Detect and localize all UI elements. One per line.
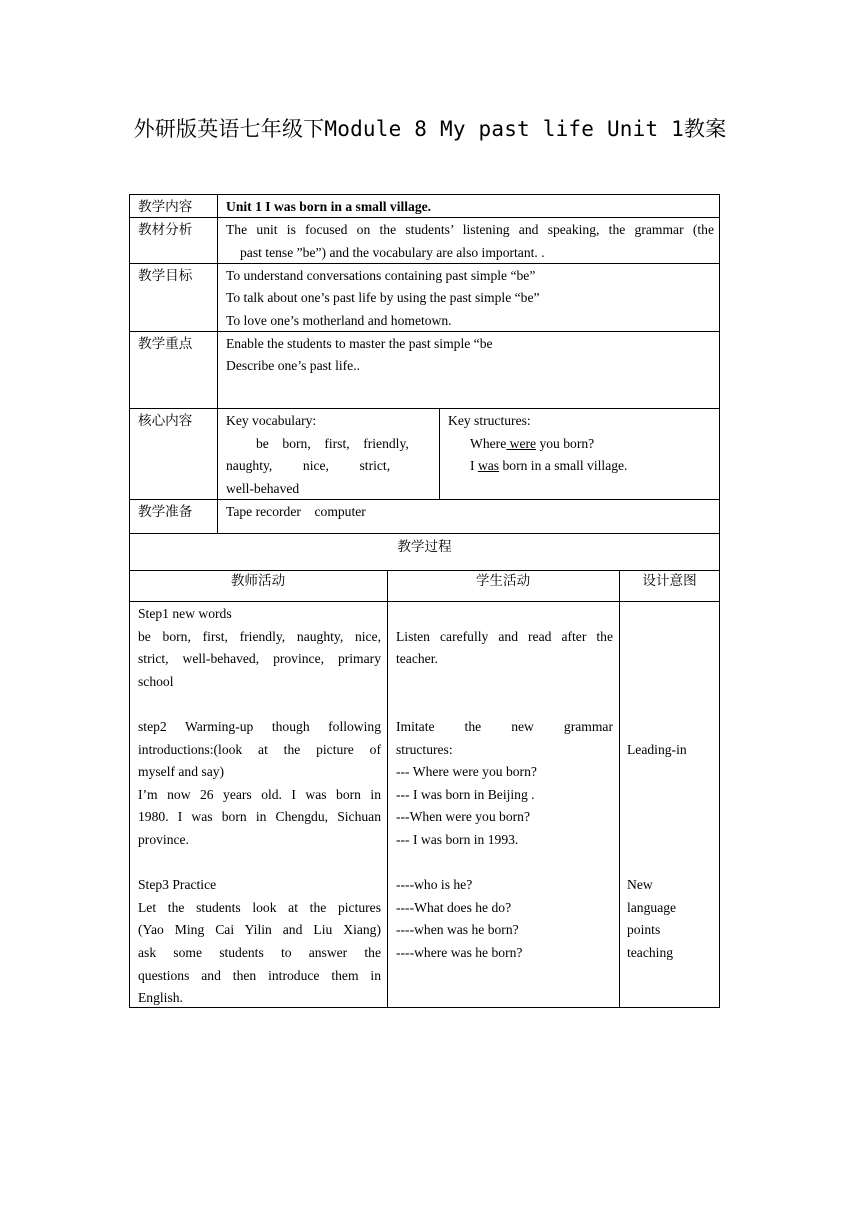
vocab-line: be born, first, friendly, bbox=[256, 436, 409, 451]
teacher-line: be born, first, friendly, naughty, nice, bbox=[138, 628, 381, 644]
design-line: points bbox=[627, 922, 661, 938]
structure-line: Where were you born? bbox=[470, 436, 595, 451]
student-line: --- I was born in 1993. bbox=[396, 831, 519, 847]
teacher-line bbox=[138, 693, 381, 716]
student-line: Imitate the new grammar bbox=[396, 718, 613, 734]
design-line bbox=[627, 806, 713, 829]
goal-item: To talk about one’s past life by using the past simple “be” bbox=[226, 290, 540, 305]
design-line: language bbox=[627, 899, 677, 915]
goal-item: To love one’s motherland and hometown. bbox=[226, 313, 452, 328]
teacher-line: Step3 Practice bbox=[138, 877, 217, 893]
design-line bbox=[627, 784, 713, 807]
student-line: ---When were you born? bbox=[396, 809, 530, 825]
teacher-line: 1980. I was born in Chengdu, Sichuan bbox=[138, 809, 381, 825]
teacher-line: introductions:(look at the picture of bbox=[138, 741, 381, 757]
design-line bbox=[627, 761, 713, 784]
structure-line: I was born in a small village. bbox=[470, 458, 628, 473]
teacher-line: (Yao Ming Cai Yilin and Liu Xiang) bbox=[138, 922, 381, 938]
teacher-line bbox=[138, 852, 381, 875]
prep-label: 教学准备 bbox=[138, 504, 193, 519]
teacher-line: province. bbox=[138, 831, 189, 847]
content-value: Unit 1 I was born in a small village. bbox=[226, 199, 432, 214]
design-line bbox=[627, 716, 713, 739]
student-line: Listen carefully and read after the bbox=[396, 628, 613, 644]
analysis-label: 教材分析 bbox=[138, 222, 193, 237]
teacher-line: school bbox=[138, 673, 174, 689]
goals-label: 教学目标 bbox=[138, 268, 193, 283]
key-point-item: Enable the students to master the past simple “be bbox=[226, 336, 493, 351]
core-label: 核心内容 bbox=[138, 413, 193, 428]
analysis-line-1: The unit is focused on the students’ listening and speaking, the grammar (the bbox=[226, 222, 714, 237]
prep-value: Tape recorder computer bbox=[226, 504, 366, 519]
design-line bbox=[627, 671, 713, 694]
key-point-item: Describe one’s past life.. bbox=[226, 358, 361, 373]
design-line bbox=[627, 693, 713, 716]
design-line bbox=[627, 626, 713, 649]
structures-title: Key structures: bbox=[448, 413, 531, 428]
teacher-line: ask some students to answer the bbox=[138, 944, 381, 960]
teacher-line: English. bbox=[138, 990, 183, 1006]
student-line bbox=[396, 693, 613, 716]
student-line bbox=[396, 603, 613, 626]
student-activities bbox=[396, 603, 613, 965]
col-student-header: 学生活动 bbox=[475, 573, 531, 588]
goal-item: To understand conversations containing past simple “be” bbox=[226, 268, 536, 283]
student-line: structures: bbox=[396, 741, 453, 757]
student-line: ----where was he born? bbox=[396, 944, 523, 960]
teacher-activities bbox=[138, 603, 381, 1010]
teacher-line: step2 Warming-up though following bbox=[138, 718, 381, 734]
key-points-label: 教学重点 bbox=[138, 336, 193, 351]
content-label: 教学内容 bbox=[138, 199, 193, 214]
design-line bbox=[627, 603, 713, 626]
teacher-line: myself and say) bbox=[138, 764, 225, 780]
col-teacher-header: 教师活动 bbox=[230, 573, 286, 588]
vocab-line: naughty, nice, strict, bbox=[226, 458, 391, 473]
vocab-title: Key vocabulary: bbox=[226, 413, 317, 428]
student-line bbox=[396, 671, 613, 694]
student-line: --- I was born in Beijing . bbox=[396, 786, 535, 802]
design-intents bbox=[627, 603, 713, 965]
student-line: --- Where were you born? bbox=[396, 764, 537, 780]
teacher-line: I’m now 26 years old. I was born in bbox=[138, 786, 381, 802]
teacher-line: Let the students look at the pictures bbox=[138, 899, 381, 915]
student-line: ----who is he? bbox=[396, 877, 473, 893]
student-line: teacher. bbox=[396, 651, 438, 667]
student-line: ----What does he do? bbox=[396, 899, 512, 915]
design-line bbox=[627, 648, 713, 671]
design-line bbox=[627, 829, 713, 852]
page-title: 外研版英语七年级下Module 8 My past life Unit 1教案 bbox=[133, 117, 727, 141]
col-design-header: 设计意图 bbox=[642, 573, 697, 588]
design-line: teaching bbox=[627, 944, 674, 960]
teacher-line: questions and then introduce them in bbox=[138, 967, 381, 983]
design-line: Leading-in bbox=[627, 741, 687, 757]
analysis-line-2: past tense ”be”) and the vocabulary are also important. . bbox=[240, 245, 545, 260]
teacher-line: strict, well-behaved, province, primary bbox=[138, 651, 381, 667]
design-line bbox=[627, 852, 713, 875]
vocab-line: well-behaved bbox=[226, 481, 300, 496]
student-line bbox=[396, 852, 613, 875]
design-line: New bbox=[627, 877, 653, 893]
process-heading: 教学过程 bbox=[397, 539, 452, 554]
student-line: ----when was he born? bbox=[396, 922, 519, 938]
teacher-line: Step1 new words bbox=[138, 606, 232, 621]
